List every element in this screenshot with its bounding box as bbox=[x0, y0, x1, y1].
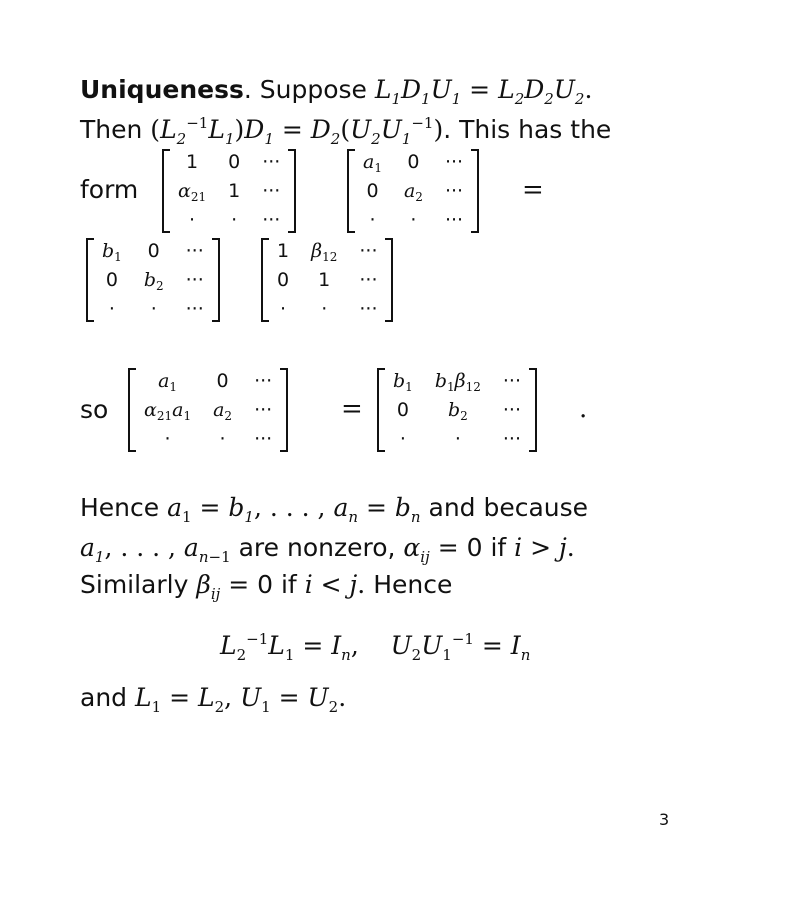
matrix-entry: 0 bbox=[277, 269, 290, 291]
matrix-entry: · bbox=[410, 209, 417, 231]
matrix-product-left bbox=[128, 368, 288, 452]
line-uniqueness bbox=[80, 74, 592, 106]
matrix-entry: ··· bbox=[359, 298, 378, 320]
matrix-entry: 1 bbox=[277, 240, 290, 262]
form-label: form bbox=[80, 175, 139, 204]
matrix-entry: ··· bbox=[254, 370, 273, 392]
matrix-entry: $a_1$ bbox=[363, 151, 382, 175]
line-conclusion: and $L_1 = L_2$, $U_1 = U_2$. bbox=[80, 683, 347, 716]
matrix-entry: $a_1$ bbox=[158, 370, 178, 394]
formula-then: $(L_2^{-1}L_1)D_1 = D_2(U_2U_1^{-1})$ bbox=[150, 114, 444, 148]
matrix-entry: · bbox=[280, 298, 287, 320]
matrix-a bbox=[347, 149, 479, 233]
line-similarly bbox=[80, 569, 452, 601]
matrix-entry: 0 bbox=[105, 269, 118, 291]
matrix-entry: · bbox=[150, 298, 157, 320]
formula-a-list: $a_1$, . . . , $a_{n-1}$ bbox=[80, 533, 231, 566]
matrix-entry: $b_1$ bbox=[393, 370, 413, 394]
matrix-entry: ··· bbox=[444, 180, 464, 202]
matrix-entry: $a_2$ bbox=[213, 399, 233, 423]
matrix-entry: · bbox=[108, 298, 115, 320]
matrix-entry: · bbox=[454, 428, 461, 450]
matrix-entry: ··· bbox=[254, 428, 273, 450]
section-heading: Uniqueness bbox=[80, 75, 244, 104]
matrix-l bbox=[162, 149, 296, 233]
matrix-entry: $\alpha_{21}$ bbox=[178, 180, 207, 204]
period: . bbox=[579, 394, 588, 424]
this-has-text: . This has the bbox=[443, 115, 612, 144]
if-text: if bbox=[490, 533, 507, 562]
matrix-entry: ··· bbox=[444, 209, 464, 231]
matrix-beta bbox=[261, 238, 393, 322]
matrix-entry: $a_2$ bbox=[403, 180, 423, 204]
and-text: and bbox=[80, 683, 128, 712]
matrix-entry: ··· bbox=[262, 209, 281, 231]
hence-text: Hence bbox=[80, 493, 168, 522]
matrix-entry: 0 bbox=[407, 151, 420, 173]
matrix-entry: $\alpha_{21}a_1$ bbox=[144, 399, 192, 423]
similarly-text: Similarly bbox=[80, 570, 189, 599]
formula-alpha-ij: $\alpha_{ij}$ = bbox=[403, 533, 459, 566]
matrix-entry: 1 bbox=[228, 180, 241, 202]
matrix-entry: 0 bbox=[216, 370, 229, 392]
matrix-entry: 1 bbox=[318, 269, 331, 291]
matrix-entry: · bbox=[369, 209, 376, 231]
formula-l-equal: $L_1 = L_2$ bbox=[135, 683, 225, 716]
then-text: Then bbox=[80, 115, 151, 144]
matrix-entry: · bbox=[189, 209, 196, 231]
matrix-entry: $b_1$ bbox=[102, 240, 122, 264]
hence2-text: Hence bbox=[373, 570, 453, 599]
zero-value: 0 bbox=[257, 570, 274, 599]
formula-beta-ij: $\beta_{ij}$ = bbox=[196, 570, 250, 603]
matrix-product-right bbox=[377, 368, 537, 452]
are-nonzero-text: are nonzero, bbox=[238, 533, 396, 562]
page-number: 3 bbox=[659, 810, 670, 829]
matrix-entry: 0 bbox=[147, 240, 160, 262]
formula-lu-equality: $L_1D_1U_1 = L_2D_2U_2$. bbox=[374, 75, 593, 108]
so-label: so bbox=[80, 395, 109, 424]
matrix-entry: $\beta_{12}$ bbox=[311, 240, 338, 264]
matrix-entry: · bbox=[321, 298, 328, 320]
matrix-entry: 1 bbox=[186, 151, 199, 173]
line-then bbox=[80, 114, 611, 146]
formula-i-gt-j: i > j. bbox=[514, 533, 575, 562]
matrix-entry: · bbox=[219, 428, 226, 450]
matrix-entry: · bbox=[399, 428, 406, 450]
matrix-entry: $b_2$ bbox=[447, 399, 468, 423]
intro-text: . Suppose bbox=[243, 75, 375, 104]
matrix-entry: ··· bbox=[502, 428, 522, 450]
equals-sign: = bbox=[341, 394, 363, 424]
zero-value: 0 bbox=[466, 533, 483, 562]
matrix-entry: 0 bbox=[366, 180, 379, 202]
formula-u-equal: $U_1 = U_2$. bbox=[240, 683, 347, 716]
line-nonzero bbox=[80, 532, 575, 564]
matrix-entry: ··· bbox=[502, 370, 522, 392]
matrix-entry: 0 bbox=[396, 399, 409, 421]
matrix-entry: ··· bbox=[185, 240, 204, 262]
matrix-entry: ··· bbox=[262, 180, 281, 202]
display-equation: $L_2^{-1}L_1 = I_n$, $U_2U_1^{-1} = I_n$ bbox=[220, 630, 531, 664]
matrix-entry: ··· bbox=[262, 151, 281, 173]
matrix-entry: $b_1\beta_{12}$ bbox=[434, 370, 481, 394]
matrix-entry: ··· bbox=[254, 399, 273, 421]
if-text: if bbox=[280, 570, 297, 599]
matrix-entry: · bbox=[164, 428, 171, 450]
matrix-entry: 0 bbox=[228, 151, 241, 173]
formula-i-lt-j: i < j. bbox=[304, 570, 366, 599]
equals-sign: = bbox=[522, 175, 544, 205]
matrix-entry: ··· bbox=[359, 269, 378, 291]
and-because-text: and because bbox=[428, 493, 589, 522]
matrix-entry: $b_2$ bbox=[143, 269, 164, 293]
matrix-entry: ··· bbox=[185, 269, 204, 291]
formula-a-equals-b: $a_1 = b_1$, . . . , $a_n = b_n$ bbox=[167, 493, 421, 526]
matrix-entry: · bbox=[231, 209, 238, 231]
matrix-entry: ··· bbox=[359, 240, 378, 262]
matrix-b bbox=[86, 238, 220, 322]
line-hence bbox=[80, 492, 588, 524]
matrix-entry: ··· bbox=[444, 151, 464, 173]
matrix-entry: ··· bbox=[502, 399, 522, 421]
matrix-entry: ··· bbox=[185, 298, 204, 320]
